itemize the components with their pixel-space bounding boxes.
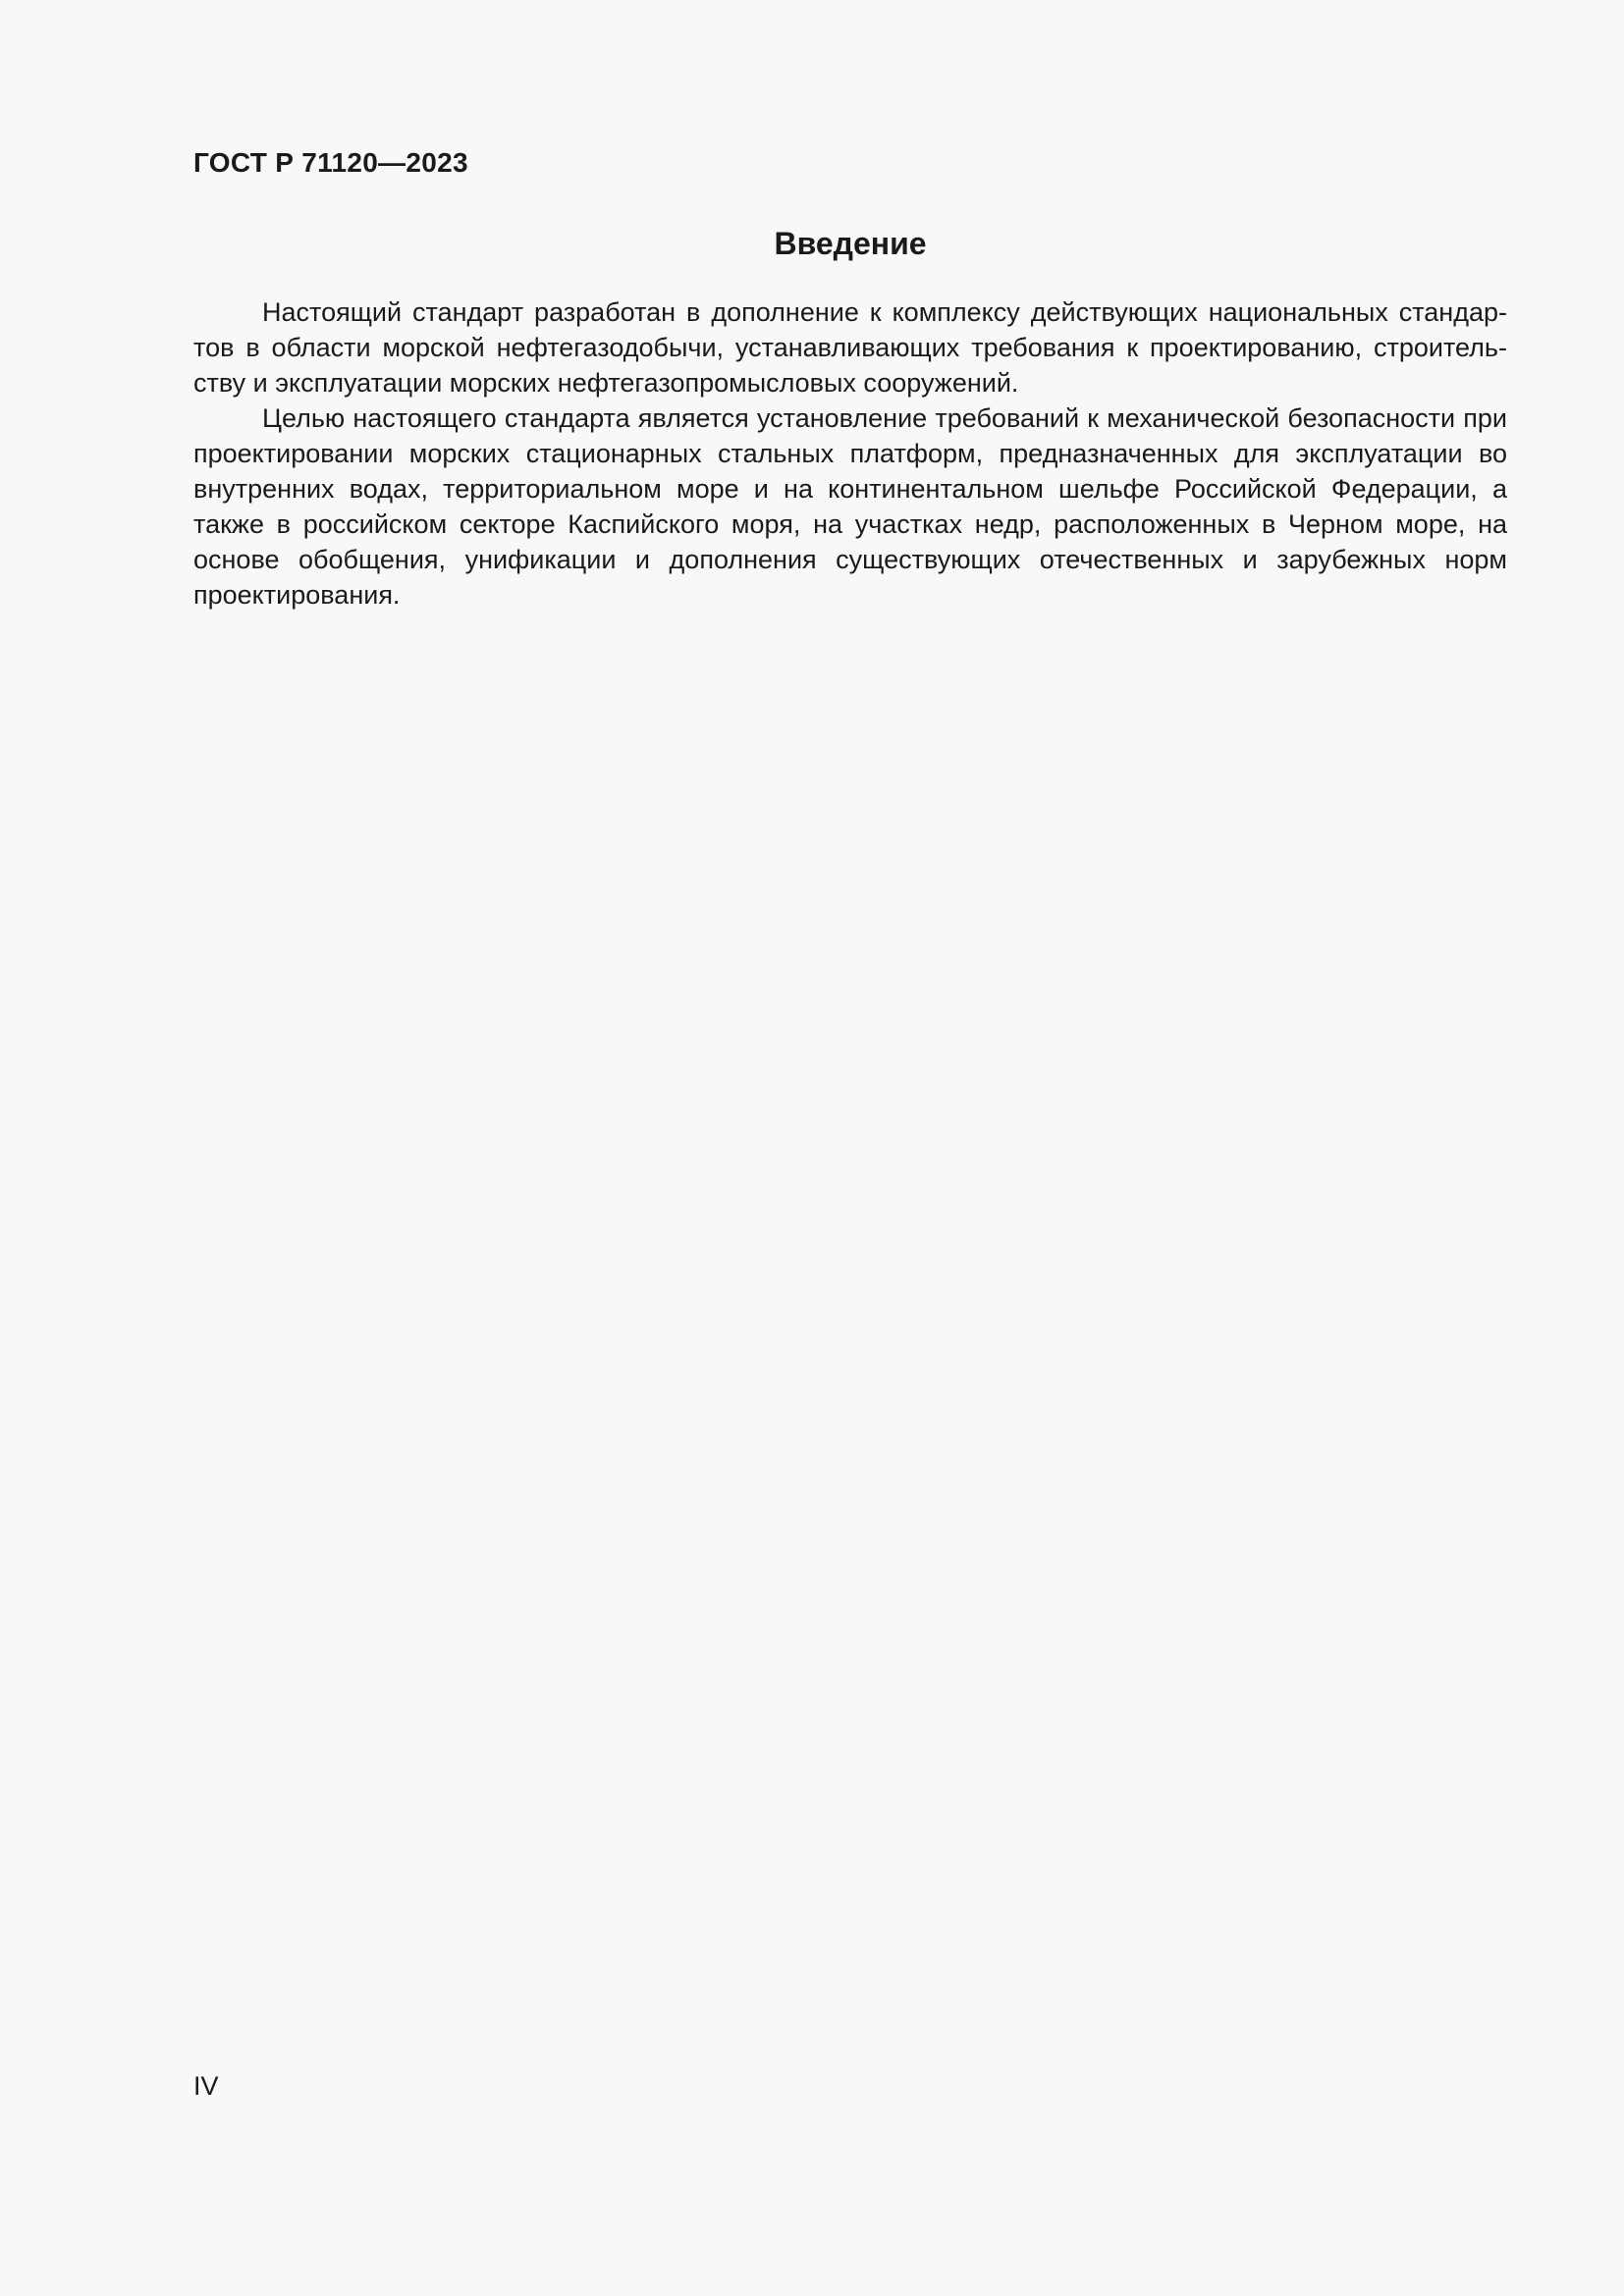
page-number: IV <box>193 2071 219 2101</box>
paragraph-2: Целью настоящего стандарта является установление требований к механической безопасности при проектировании морских стационарных стальных платформ, предназначенных для эксплуатации во внутренних водах, территориальном море и на континентальном шельфе Российской Федерации, а также в российском секторе Каспийского моря, на участках недр, расположенных в Черном море, на основе обобщения, унификации и дополнения существующих отечественных и зарубежных норм проектирования. <box>193 403 1507 610</box>
section-title: Введение <box>774 226 927 261</box>
introduction-section <box>193 220 1507 613</box>
document-code-header: ГОСТ Р 71120—2023 <box>193 147 468 178</box>
paragraph-1: Настоящий стандарт разработан в дополнение к комплексу действующих национальных стандартов в области морской нефтегазодобычи, устанавливающих требования к проектированию, строительству и эксплуатации морских нефтегазопромысловых сооружений. <box>193 297 1507 398</box>
